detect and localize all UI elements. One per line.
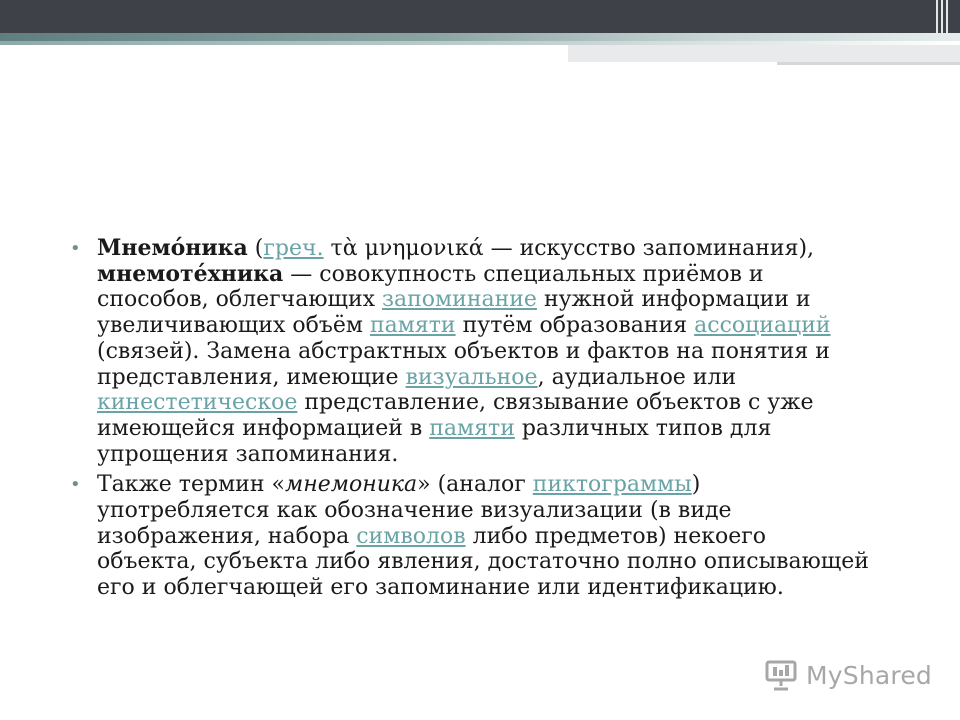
term-mnemotekhnika: мнемоте́хника [97, 260, 284, 287]
accent-stripe [0, 33, 960, 41]
presentation-board-icon [764, 659, 798, 691]
text-segment: либо предметов) некоего объекта, субъекта либо явления, достаточно полно описывающей его и облегчающей его запоминание или идентификацию. [97, 523, 869, 601]
text-segment: (связей). Замена абстрактных объектов и фактов на понятия и представления, имеющие [97, 338, 830, 390]
link-piktogrammy[interactable]: пиктограммы [532, 472, 692, 498]
text-segment: — совокупность специальных приёмов и способов, облегчающих [97, 261, 764, 313]
decorative-bar [568, 45, 960, 62]
text-segment: τὰ μνημονικά — искусство запоминания), [323, 236, 815, 261]
decorative-bar-thin [777, 62, 960, 65]
term-mnemonika-italic: мнемоника [284, 472, 418, 498]
link-vizualnoe[interactable]: визуальное [405, 364, 538, 390]
myshared-watermark[interactable] [764, 657, 932, 693]
link-pamyati[interactable]: памяти [369, 313, 456, 339]
paragraph-mnemonics-term [70, 472, 870, 601]
link-simvolov[interactable]: символов [356, 523, 466, 549]
term-mnemonika: Мнемо́ника [97, 235, 248, 261]
title-bar [0, 0, 960, 33]
link-assotsiatsiy[interactable]: ассоциаций [694, 313, 831, 339]
text-segment: путём образования [455, 313, 695, 339]
link-greek[interactable]: греч. [263, 236, 324, 261]
bullet-icon: • [70, 238, 81, 259]
watermark-text: MyShared [806, 660, 932, 690]
text-segment: ) употребляется как обозначение визуализации (в виде изображения, набора [97, 472, 732, 549]
text-segment: , аудиальное или [537, 364, 737, 390]
text-segment: нужной информации и увеличивающих объём [97, 287, 811, 339]
text-segment: ( [247, 236, 264, 261]
link-kinestetkoe[interactable]: кинестетическое [97, 390, 298, 416]
slide-content [70, 236, 870, 606]
text-segment: представление, связывание объектов с уже имеющейся информацией в [97, 390, 814, 441]
link-zapominanie[interactable]: запоминание [382, 287, 537, 313]
text-segment: » (аналог [417, 472, 533, 498]
bullet-icon: • [70, 474, 81, 496]
paragraph-mnemonics-definition [70, 236, 870, 467]
text-segment: Также термин « [97, 472, 285, 498]
text-segment: различных типов для упрощения запоминания. [97, 415, 772, 467]
link-pamyati-2[interactable]: памяти [429, 415, 515, 441]
corner-decoration [932, 0, 960, 33]
